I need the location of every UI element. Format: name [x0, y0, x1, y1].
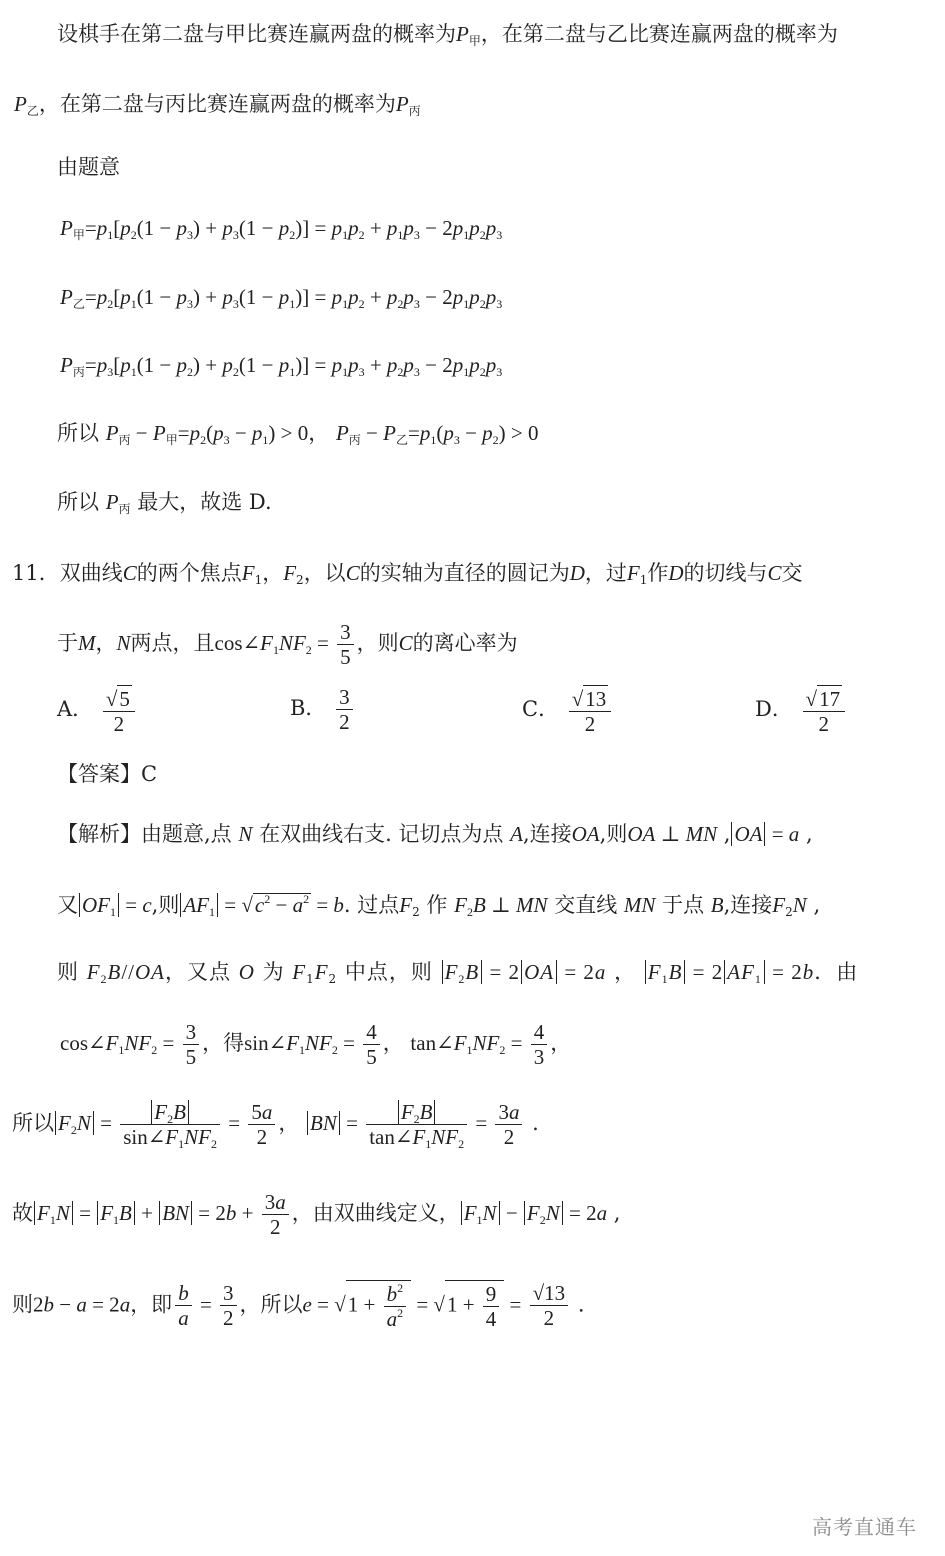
- option-a: A． $\frac{√5}{2}$: [57, 685, 138, 736]
- analysis-line: 则 $F_2B//OA$，又点 O 为 $F_1F_2$ 中点，则 $F_2B = 2$ OA = 2a ， $F_1B = 2$ $AF_1 = 2b$．由: [57, 960, 859, 986]
- analysis-line: 【解析】由题意,点 N 在双曲线右支. 记切点为点 A,连接OA,则OA ⊥ MN , OA = a ,: [57, 822, 813, 846]
- text-line: $P_乙$，在第二盘与丙比赛连赢两盘的概率为$P_丙$: [14, 92, 421, 118]
- question-text: 11．双曲线C的两个焦点$F_1$，$F_2$，以C的实轴为直径的圆记为D，过$F_1$作D的切线与C交: [12, 561, 803, 587]
- text-line: 所以 $P_丙$ 最大，故选 D.: [57, 490, 272, 516]
- option-d: D． $\frac{√17}{2}$: [755, 685, 848, 736]
- analysis-line: 又 $OF_1 = c$,则 $AF_1 = √c^2 - a^2 = b$. 过点$F_2$ 作 $F_2B$ ⊥ MN 交直线 MN 于点 B,连接$F_2N$ ,: [57, 892, 821, 919]
- text-line: 所以 $P_丙 - P_甲=p_2(p_3 - p_1) > 0$， $P_丙 - P_乙=p_1(p_3 - p_2) > 0$: [57, 421, 539, 447]
- question-text: 于M，N两点，且$\cos\angle F_1NF_2$ = $\frac{3}{5}$ ，则C的离心率为: [57, 620, 518, 670]
- equation: $P_乙=p_2[p_1(1 - p_3) + p_3(1 - p_1)] = p_1p_2 + p_2p_3 - 2p_1p_2p_3$: [60, 285, 503, 311]
- analysis-line: 所以 $F_2N$ = $\frac{F_2B}{\sin\angle F_1NF_2}$ = $\frac{5a}{2}$ ， BN = $\frac{F_2B}{\tan\angle F_1NF_2}$ = $\frac{3a}{2}$ .: [12, 1100, 539, 1152]
- analysis-line: $\cos\angle F_1NF_2$ = $\frac{3}{5}$ ，得$\sin\angle F_1NF_2$ = $\frac{4}{5}$ ， $\tan\angle F_1NF_2$ = $\frac{4}{3}$ ，: [60, 1020, 572, 1070]
- question-number: 11．: [12, 561, 60, 585]
- answer-value: C: [141, 762, 158, 786]
- option-b: B． $\frac{3}{2}$: [290, 685, 356, 734]
- text-line: 设棋手在第二盘与甲比赛连赢两盘的概率为$P_甲$，在第二盘与乙比赛连赢两盘的概率为: [57, 22, 838, 48]
- watermark: 高考直通车: [812, 1515, 917, 1539]
- analysis-line: 故 $F_1N = F_1B$ + BN = 2b + $\frac{3a}{2}$ ，由双曲线定义， $F_1N - F_2N = 2a$ ,: [12, 1190, 621, 1240]
- analysis-line: 则2b − a = 2a，即 $\frac{b}{a}$ = $\frac{3}{2}$ ，所以e = √1 + $\frac{b^2}{a^2}$ = √1 + $\frac{9}{4}$ = $\frac{√13}{2}$ .: [12, 1281, 585, 1332]
- equation: $P_甲=p_1[p_2(1 - p_3) + p_3(1 - p_2)] = p_1p_2 + p_1p_3 - 2p_1p_2p_3$: [60, 216, 503, 242]
- answer-line: 【答案】C: [57, 762, 158, 786]
- text-line: 由题意: [57, 155, 120, 179]
- equation: $P_丙=p_3[p_1(1 - p_2) + p_2(1 - p_1)] = p_1p_3 + p_2p_3 - 2p_1p_2p_3$: [60, 353, 503, 379]
- option-c: C． $\frac{√13}{2}$: [522, 685, 614, 736]
